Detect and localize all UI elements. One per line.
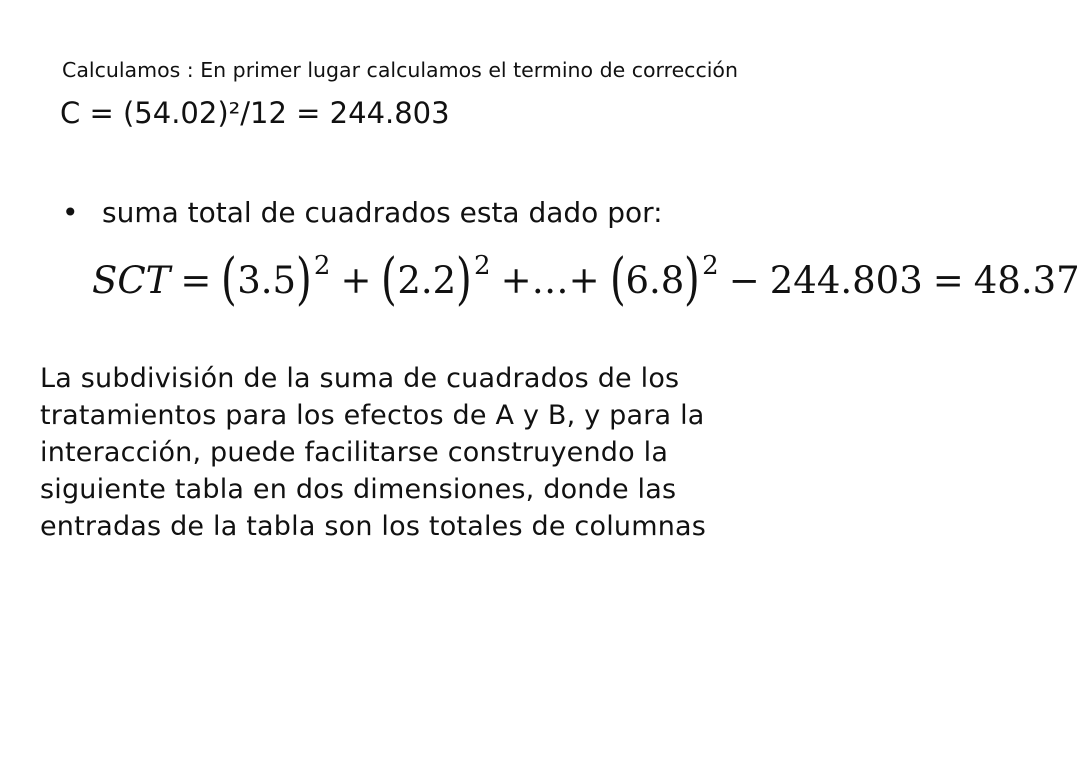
term-3-value: 6.8	[625, 258, 685, 302]
term-2-value: 2.2	[397, 258, 457, 302]
term-1-value: 3.5	[237, 258, 297, 302]
term-3-exponent: 2	[702, 251, 719, 281]
formula-equals-result: =	[932, 258, 964, 302]
term-2-exponent: 2	[474, 251, 491, 281]
formula-ellipsis: +…+	[500, 258, 600, 302]
sct-formula	[92, 247, 1080, 312]
paragraph-line: entradas de la tabla son los totales de columnas	[40, 511, 707, 542]
formula-lhs: SCT	[92, 258, 171, 302]
paragraph-line: La subdivisión de la suma de cuadrados de los	[40, 363, 680, 394]
formula-minus: −	[728, 258, 760, 302]
formula-correction: 244.803	[769, 258, 923, 302]
formula-term-3	[609, 247, 719, 312]
formula-plus: +	[340, 258, 372, 302]
paragraph-line: interacción, puede facilitarse construyendo la	[40, 437, 669, 468]
formula-result: 48.37	[973, 258, 1080, 302]
close-paren: )	[684, 247, 701, 312]
open-paren: (	[221, 247, 238, 312]
explanation-paragraph	[40, 360, 920, 545]
bullet-icon: •	[62, 196, 79, 229]
paragraph-line: tratamientos para los efectos de A y B, y para la	[40, 400, 705, 431]
bullet-item	[62, 196, 663, 229]
open-paren: (	[609, 247, 626, 312]
formula-equals: =	[180, 258, 212, 302]
correction-term-formula: C = (54.02)²/12 = 244.803	[60, 96, 450, 130]
close-paren: )	[296, 247, 312, 312]
paragraph-line: siguiente tabla en dos dimensiones, donde las	[40, 474, 677, 505]
bullet-text: suma total de cuadrados esta dado por:	[102, 196, 663, 229]
formula-term-1	[221, 247, 331, 312]
formula-term-2	[381, 247, 491, 312]
open-paren: (	[381, 247, 398, 312]
correction-term-intro: Calculamos : En primer lugar calculamos el termino de corrección	[62, 58, 738, 82]
term-1-exponent: 2	[313, 251, 331, 281]
close-paren: )	[456, 247, 472, 312]
